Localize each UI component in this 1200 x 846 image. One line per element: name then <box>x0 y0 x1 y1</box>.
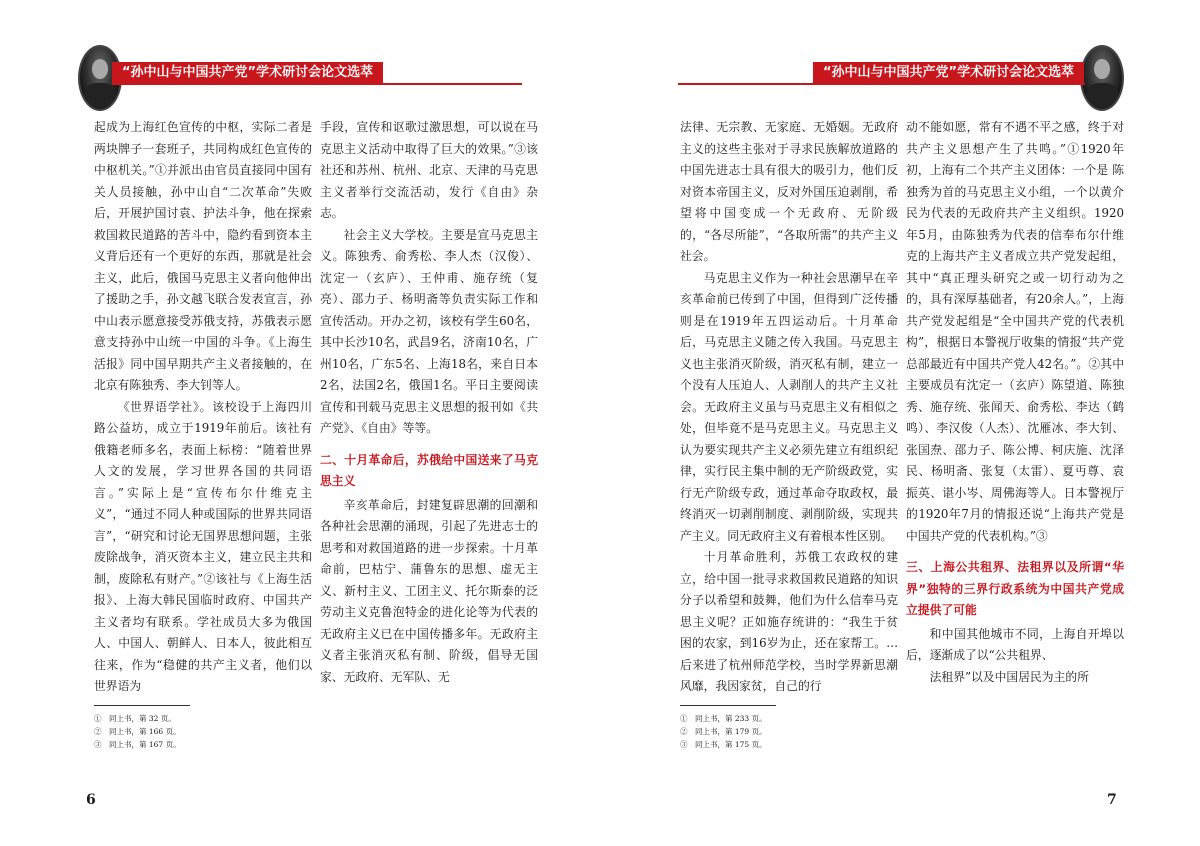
paragraph: 辛亥革命后，封建复辟思潮的回潮和各种社会思潮的涌现，引起了先进志士的思考和对救国道路的进一步探索。十月革命前，巴枯宁、蒲鲁东的思想、虚无主义、新村主义、工团主义、托尔斯泰的泛劳动主义克鲁泡特金的进化论等为代表的无政府主义已在中国传播多年。无政府主义者主张消灭私有制、阶级，倡导无国家、无政府、无军队、无 <box>320 497 538 684</box>
paragraph: 手段，宣传和讴歌过激思想，可以说在马克思主义活动中取得了巨大的效果。”③该社还和苏州、杭州、北京、天津的马克思主义者举行交流活动，发行《自由》杂志。 <box>320 120 538 220</box>
paragraph: 马克思主义作为一种社会思潮早在辛亥革命前已传到了中国，但得到广泛传播则是在1919年五四运动后。十月革命后，马克思主义随之传入我国。马克思主义也主张消灭阶级，消灭私有制，建立一个没有人压迫人、人剥削人的共产主义社会。无政府主义虽与马克思主义有相似之处，但毕竟不是马克思主义。马克思主义认为要实现共产主义必须先建立有组织纪律，实行民主集中制的无产阶级政党，实行无产阶级专政，通过革命夺取政权，最终消灭一切剥削制度、剥削阶级，实现共产主义。同无政府主义有着根本性区别。 <box>680 270 898 543</box>
footnote-rule <box>94 705 190 706</box>
running-header-title: “孙中山与中国共产党”学术研讨会论文选萃 <box>813 62 1084 84</box>
running-header-title: “孙中山与中国共产党”学术研讨会论文选萃 <box>112 62 383 84</box>
paragraph: 《世界语学社》。该校设于上海四川路公益坊，成立于1919年前后。该社有俄籍老师多名，表面上标榜：“随着世界人文的发展，学习世界各国的共同语言。”实际上是“宣传布尔什维克主义”，“通过不同人种或国际的世界共同语言”，“研究和讨论无国界思想问题，主张废除战争，消灭资本主义，建立民主共和制，废除私有财产。”②该社与《上海生活报》、上海大韩民国临时政府、中国共产主义者均有联系。学社成员大多为俄国人、中国人、朝鲜人、日本人，彼此相互往来，作为“稳健的共产主义者，他们以世界语为 <box>94 399 312 693</box>
header-rule <box>112 83 522 85</box>
paragraph: 法租界”以及中国居民为主的所 <box>929 669 1089 684</box>
right-page <box>600 0 1200 846</box>
right-column-1 <box>680 117 898 698</box>
footnotes <box>94 712 181 751</box>
paragraph: 起成为上海红色宣传的中枢，实际二者是两块牌子一套班子，共同构成红色宣传的中枢机关。”①并派出由官员直接同中国有关人员接触，孙中山自“二次革命”失败后，开展护国讨袁、护法斗争，他在探索救国救民道路的苦斗中，隐约看到资本主义背后还有一个更好的东西，那就是社会主义，此后，俄国马克思主义者向他伸出了援助之手，孙文越飞联合发表宣言，孙中山表示愿意接受苏俄支持，苏俄表示愿意支持孙中山统一中国的斗争。《上海生活报》同中国早期共产主义者接触的，在北京有陈独秀、李大钊等人。 <box>94 120 312 392</box>
left-column-1 <box>94 117 312 698</box>
paragraph: 十月革命胜利，苏俄工农政权的建立，给中国一批寻求救国救民道路的知识分子以希望和鼓舞，他们为什么信奉马克思主义呢？正如施存统讲的：“我生于贫困的农家，到16岁为止，还在家帮工。…后来进了杭州师范学校，当时学界新思潮风靡，我因家贫，自己的行 <box>680 550 898 693</box>
section-heading: 二、十月革命后，苏俄给中国送来了马克思主义 <box>320 452 538 488</box>
footnote: ① 同上书，第 32 页。 <box>94 714 176 723</box>
footnote: ③ 同上书，第 167 页。 <box>94 740 181 749</box>
left-column-2 <box>320 117 538 688</box>
footnote: ② 同上书，第 179 页。 <box>680 727 767 736</box>
footnotes <box>680 712 767 751</box>
paragraph: 社会主义大学校。主要是宣马克思主义。陈独秀、俞秀松、李人杰（汉俊）、沈定一（玄庐）、王仲甫、施存统（复亮）、邵力子、杨明斋等负责实际工作和宣传活动。开办之初，该校有学生60名，其中长沙10名，武昌9名，济南10名，广州10名，广东5名、上海18名，来自日本2名，法国2名，俄国1名。平日主要阅读宣传和刊载马克思主义思想的报刊如《共产党》、《自由》等等。 <box>320 227 538 435</box>
right-column-2 <box>906 117 1124 688</box>
header-rule <box>678 83 1085 85</box>
footnote: ① 同上书，第 233 页。 <box>680 714 767 723</box>
section-heading: 三、上海公共租界、法租界以及所谓“华界”独特的三界行政系统为中国共产党成立提供了可能 <box>906 560 1124 617</box>
paragraph: 和中国其他城市不同，上海自开埠以后，逐渐成了以“公共租界、 <box>906 626 1124 662</box>
paragraph: 法律、无宗教、无家庭、无婚姻。无政府主义的这些主张对于寻求民族解放道路的中国先进志士具有很大的吸引力，他们反对资本帝国主义，反对外国压迫剥削，希望将中国变成一个无政府、无阶级的，“各尽所能”，“各取所需”的共产主义社会。 <box>680 120 898 263</box>
footnote-rule <box>680 705 776 706</box>
paragraph: 动不能如愿，常有不遇不平之感，终于对共产主义思想产生了共鸣。”①1920年初，上海有二个共产主义团体：一个是 陈独秀为首的马克思主义小组，一个以黄介民为代表的无政府共产主义组织。1920年5月，由陈独秀为代表的信奉布尔什维克的上海共产主义者成立共产党发起组，其中“真正理头研究之或一切行动为之的，具有深厚基础者，有20余人。”，上海共产党发起组是“全中国共产党的代表机构”，根据日本警视厅收集的情报“共产党总部最近有中国共产党人42名。”。②其中主要成员有沈定一（玄庐）陈望道、陈独秀、施存统、张闻天、俞秀松、李达（鹤鸣）、李汉俊（人杰）、沈雁冰、李大钊、张国焘、邵力子、陈公博、柯庆施、沈泽民、杨明斋、张复（太雷）、夏丏尊、袁振英、谌小岑、周佛海等人。日本警视厅的1920年7月的情报还说“上海共产党是中国共产党的代表机构。”③ <box>906 120 1124 543</box>
portrait-image <box>1080 45 1124 111</box>
page-number: 7 <box>1107 792 1117 808</box>
footnote: ② 同上书，第 166 页。 <box>94 727 181 736</box>
footnote: ③ 同上书，第 175 页。 <box>680 740 767 749</box>
page-number: 6 <box>86 792 96 808</box>
